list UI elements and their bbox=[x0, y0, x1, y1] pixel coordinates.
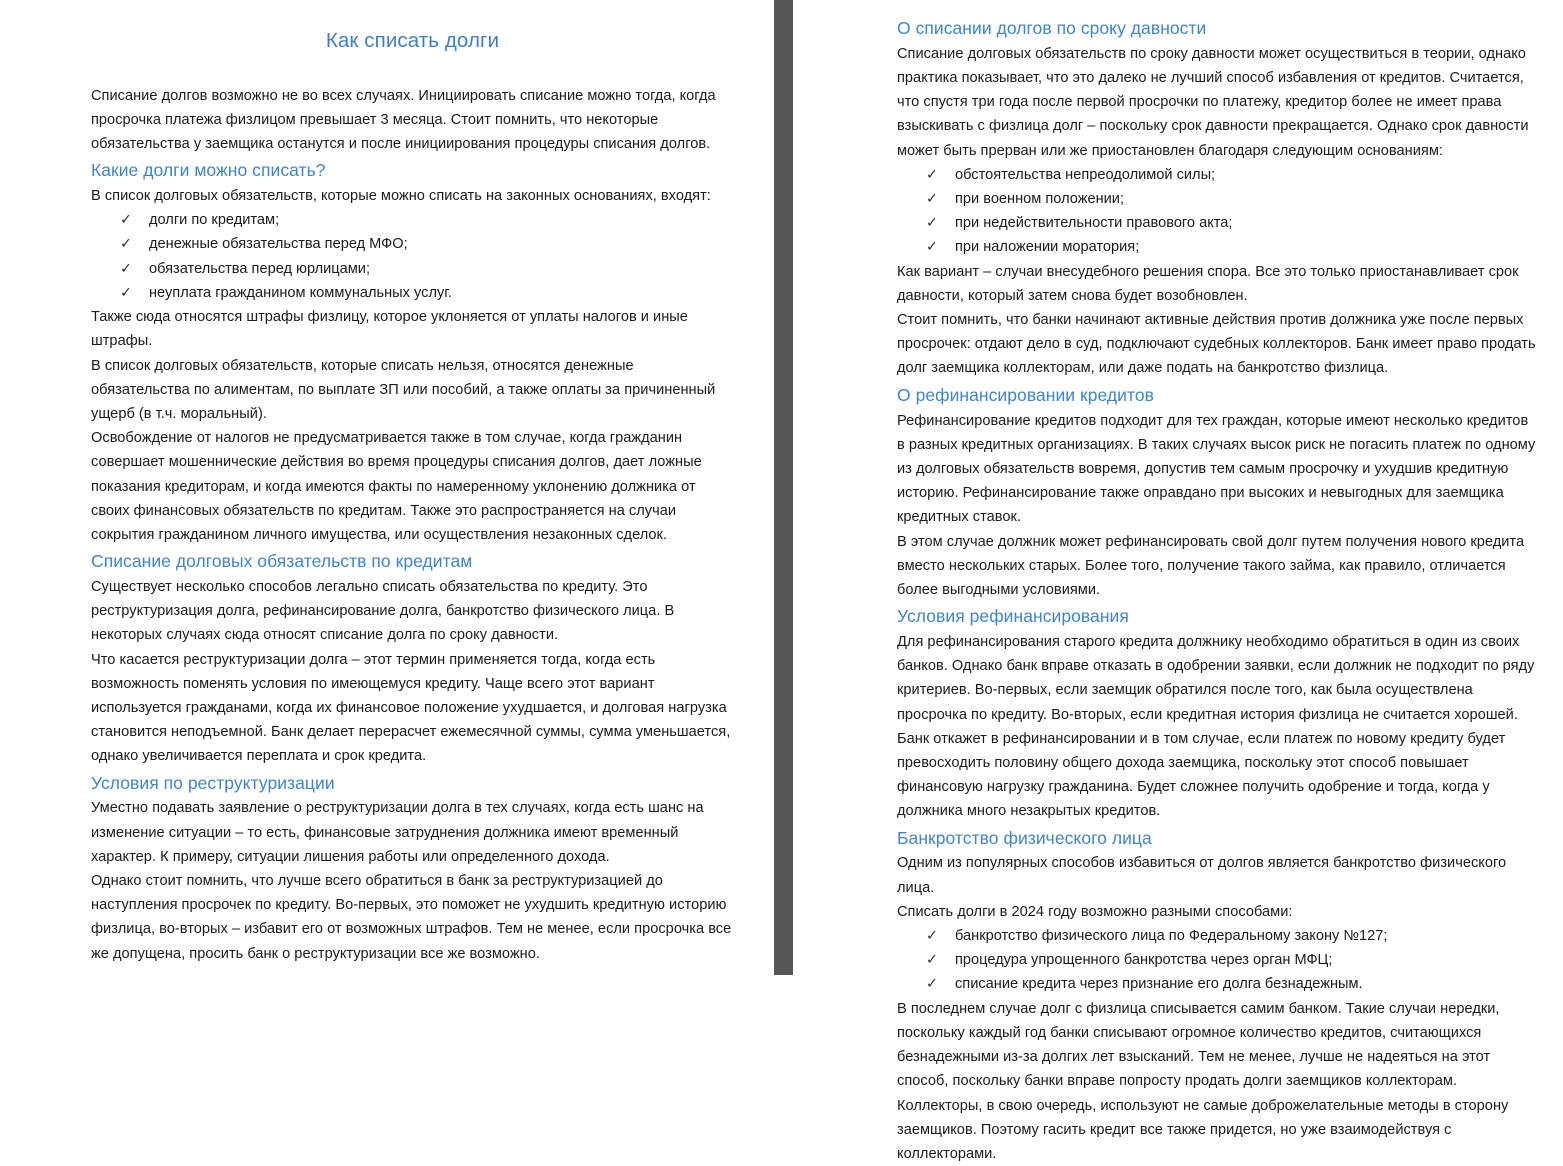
section3-paragraph-1: Уместно подавать заявление о реструктуризации долга в тех случаях, когда есть шанс на изменение ситуации – то есть, финансовые затруднения должника имеют временный характер. К примеру, ситуации лишения работы или определенного дохода. bbox=[91, 800, 704, 865]
list-item-label: при военном положении; bbox=[955, 191, 1124, 208]
section1-paragraph-4: Освобождение от налогов не предусматривается также в том случае, когда гражданин совершает мошеннические действия во время процедуры списания долгов, дает ложные показания кредиторам, и когда имеются факты по намеренному уклонению должника от своих финансовых обязательств по кредитам. Также это распространяется на случаи сокрытия гражданином личного имущества, или осуществления незаконных сделок. bbox=[91, 430, 702, 543]
section1-paragraph-3: В список долговых обязательств, которые списать нельзя, относятся денежные обязательства по алиментам, по выплате ЗП или пособий, а также оплаты за причиненный ущерб (в т.ч. моральный). bbox=[91, 357, 716, 422]
section1-paragraph-2: Также сюда относятся штрафы физлицу, которое уклоняется от уплаты налогов и иные штрафы. bbox=[91, 309, 688, 350]
list-item-label: денежные обязательства перед МФО; bbox=[149, 236, 408, 253]
list-item-label: долги по кредитам; bbox=[149, 212, 280, 229]
section2-paragraph-2: Что касается реструктуризации долга – этот термин применяется тогда, когда есть возможность поменять условия по имеющемуся кредиту. Чаще всего этот вариант используется гражданами, когда их финансовое положение ухудшается, и долговая нагрузка становится неподъемной. Банк делает перерасчет ежемесячной суммы, сумма уменьшается, однако увеличивается переплата и срок кредита. bbox=[91, 651, 731, 765]
right-section4-check-list bbox=[897, 924, 1537, 997]
title-spacer bbox=[91, 54, 734, 84]
right-section1-paragraph-1: Списание долговых обязательств по сроку давности может осуществиться в теории, однако практика показывает, что это далеко не лучший способ избавления от кредитов. Считается, что спустя три года после первой просрочки по платежу, кредитор более не имеет права взыскивать с физлица долг – поскольку срок давности прекращается. Однако срок давности может быть прерван или же приостановлен благодаря следующим основаниям: bbox=[897, 45, 1529, 159]
checkmark-bullet-icon: ✓ bbox=[120, 284, 132, 301]
list-item bbox=[897, 972, 1537, 996]
list-item bbox=[897, 924, 1537, 948]
list-item-label: неуплата гражданином коммунальных услуг. bbox=[149, 284, 452, 301]
list-item bbox=[91, 232, 734, 256]
list-item bbox=[897, 948, 1537, 972]
list-item-label: обязательства перед юрлицами; bbox=[149, 260, 371, 277]
list-item-label: при наложении моратория; bbox=[955, 239, 1140, 256]
section1-lead-paragraph: В список долговых обязательств, которые можно списать на законных основаниях, входят: bbox=[91, 188, 711, 205]
list-item bbox=[91, 208, 734, 232]
checkmark-bullet-icon: ✓ bbox=[926, 166, 938, 183]
list-item bbox=[897, 211, 1537, 235]
right-section4-paragraph-2: Списать долги в 2024 году возможно разными способами: bbox=[897, 903, 1293, 920]
right-section1-paragraph-3: Стоит помнить, что банки начинают активные действия против должника уже после первых просрочек: отдают дело в суд, подключают судебных коллекторов. Банк имеет право продать долг заемщика коллекторам, или даже подать на банкротство физлица. bbox=[897, 312, 1536, 377]
checkmark-bullet-icon: ✓ bbox=[120, 236, 132, 253]
checkmark-bullet-icon: ✓ bbox=[926, 976, 938, 993]
checkmark-bullet-icon: ✓ bbox=[120, 260, 132, 277]
list-item-label: процедура упрощенного банкротства через орган МФЦ; bbox=[955, 952, 1333, 969]
list-item-label: списание кредита через признание его долга безнадежным. bbox=[955, 976, 1363, 993]
right-section2-paragraph-1: Рефинансирование кредитов подходит для тех граждан, которые имеют несколько кредитов в разных кредитных организациях. В таких случаях высок риск не погасить платеж по одному из долговых обязательств вовремя, допустив тем самым просрочку и ухудшив кредитную историю. Рефинансирование также оправдано при высоких и невыгодных для заемщика кредитных ставок. bbox=[897, 412, 1536, 526]
left-column bbox=[0, 0, 774, 975]
checkmark-bullet-icon: ✓ bbox=[926, 952, 938, 969]
section3-paragraph-2: Однако стоит помнить, что лучше всего обратиться в банк за реструктуризацией до наступления просрочек по кредиту. Во-первых, это поможет не ухудшить кредитную историю физлица, во-вторых – избавит его от возможных штрафов. Тем не менее, если просрочка все же допущена, просить банк о реструктуризации все же возможно. bbox=[91, 873, 732, 962]
list-item-label: банкротство физического лица по Федеральному закону №127; bbox=[955, 928, 1388, 945]
list-item-label: обстоятельства непреодолимой силы; bbox=[955, 166, 1216, 183]
right-section1-check-list bbox=[897, 163, 1537, 260]
list-item bbox=[897, 187, 1537, 211]
right-section3-paragraph-1: Для рефинансирования старого кредита должнику необходимо обратиться в один из своих банков. Однако банк вправе отказать в одобрении заявки, если должник не подходит по ряду критериев. Во-первых, если заемщик обратился после того, как была осуществлена просрочка по кредиту. Во-вторых, если кредитная история физлица не считается хорошей. bbox=[897, 634, 1535, 723]
section1-check-list bbox=[91, 208, 734, 305]
list-item-label: при недействительности правового акта; bbox=[955, 215, 1233, 232]
checkmark-bullet-icon: ✓ bbox=[120, 212, 132, 229]
heading-statute-of-limitations: О списании долгов по сроку давности bbox=[897, 18, 1207, 38]
list-item bbox=[897, 163, 1537, 187]
intro-paragraph: Списание долгов возможно не во всех случаях. Инициировать списание можно тогда, когда просрочка платежа физлицом превышает 3 месяца. Стоит помнить, что некоторые обязательства у заемщика останутся и после инициирования процедуры списания долгов. bbox=[91, 87, 716, 153]
checkmark-bullet-icon: ✓ bbox=[926, 191, 938, 208]
column-divider bbox=[774, 0, 793, 975]
checkmark-bullet-icon: ✓ bbox=[926, 215, 938, 232]
checkmark-bullet-icon: ✓ bbox=[926, 239, 938, 256]
heading-about-refinancing: О рефинансировании кредитов bbox=[897, 384, 1154, 405]
right-section4-paragraph-1: Одним из популярных способов избавиться от долгов является банкротство физического лица. bbox=[897, 855, 1507, 896]
page-title: Как списать долги bbox=[325, 29, 500, 52]
right-column bbox=[793, 0, 1563, 1162]
heading-refinancing-conditions: Условия рефинансирования bbox=[897, 606, 1129, 627]
right-section3-paragraph-2: Банк откажет в рефинансировании и в том случае, если платеж по новому кредиту будет превосходить половину общего дохода заемщика, поскольку этот способ повышает финансовую нагрузку гражданина. Будет сложнее получить одобрение и тогда, когда у должника много незакрытых кредитов. bbox=[897, 730, 1506, 820]
list-item bbox=[91, 281, 734, 305]
heading-restructuring-conditions: Условия по реструктуризации bbox=[91, 772, 335, 793]
list-item bbox=[91, 257, 734, 281]
list-item bbox=[897, 235, 1537, 259]
right-section2-paragraph-2: В этом случае должник может рефинансировать свой долг путем получения нового кредита вместо нескольких старых. Более того, получение такого займа, как правило, отличается более выгодными условиями. bbox=[897, 533, 1525, 598]
right-section4-paragraph-3: В последнем случае долг с физлица списывается самим банком. Такие случаи нередки, поскольку каждый год банки списывают огромное количество кредитов, считающихся безнадежными из-за долгих лет взысканий. Тем не менее, лучше не надеяться на этот способ, поскольку банки вправе попросту продать долги заемщиков коллекторам. Коллекторы, в свою очередь, используют не самые доброжелательные методы в сторону заемщиков. Поэтому гасить кредит все также придется, но уже взаимодействуя с коллекторами. bbox=[897, 1000, 1509, 1162]
heading-writing-off-credit-obligations: Списание долговых обязательств по кредитам bbox=[91, 551, 473, 572]
heading-which-debts-can-be-written-off: Какие долги можно списать? bbox=[91, 160, 326, 181]
checkmark-bullet-icon: ✓ bbox=[926, 928, 938, 945]
heading-personal-bankruptcy: Банкротство физического лица bbox=[897, 827, 1152, 848]
right-section1-paragraph-2: Как вариант – случаи внесудебного решения спора. Все это только приостанавливает срок давности, который затем снова будет возобновлен. bbox=[897, 263, 1519, 304]
section2-paragraph-1: Существует несколько способов легально списать обязательства по кредиту. Это реструктуризация долга, рефинансирование долга, банкротство физического лица. В некоторых случаях сюда относят списание долга по сроку давности. bbox=[91, 578, 675, 644]
